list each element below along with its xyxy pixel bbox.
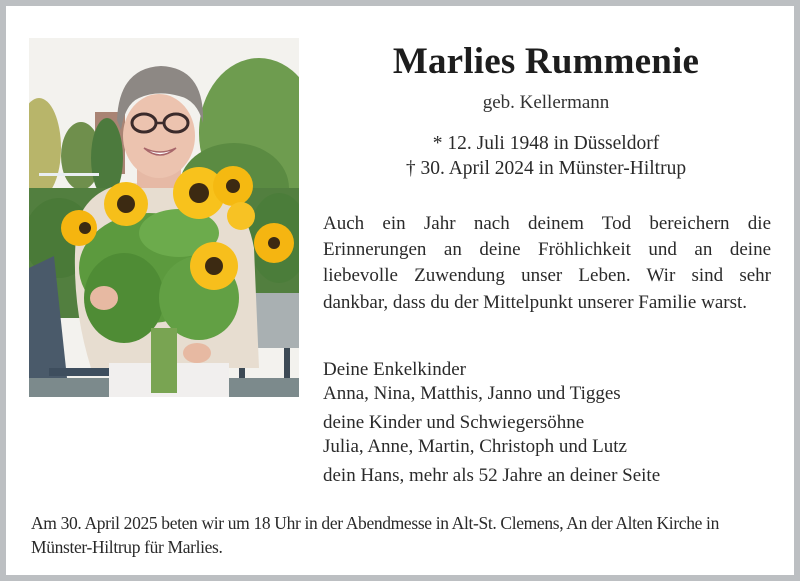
family-group-label: dein Hans, mehr als 52 Jahre an deiner Seite xyxy=(323,465,661,486)
family-group-spouse xyxy=(323,464,771,488)
family-group-grandchildren xyxy=(323,358,771,406)
memorial-message: Auch ein Jahr nach deinem Tod bereichern die Erinnerungen an deine Fröhlichkeit und an deine liebevolle Zuwendung unser Leben. Wir sind sehr dankbar, dass du der Mittelpunkt unserer Familie warst. xyxy=(323,213,771,313)
deceased-name: Marlies Rummenie xyxy=(392,41,700,82)
maiden-name: geb. Kellermann xyxy=(482,92,610,113)
memorial-notice-card xyxy=(6,6,794,575)
portrait-photo xyxy=(29,38,299,397)
birth-date: * 12. Juli 1948 in Düsseldorf xyxy=(432,133,660,154)
family-group-label: deine Kinder und Schwiegersöhne xyxy=(323,412,585,433)
family-signatures xyxy=(323,358,771,493)
service-note: Am 30. April 2025 beten wir um 18 Uhr in der Abendmesse in Alt-St. Clemens, An der Alten Kirche in Münster-Hiltrup für Marlies. xyxy=(31,513,719,557)
family-group-label: Deine Enkelkinder xyxy=(323,359,466,380)
family-group-children xyxy=(323,411,771,459)
family-group-names: Anna, Nina, Matthis, Janno und Tigges xyxy=(323,383,621,404)
death-date: † 30. April 2024 in Münster-Hiltrup xyxy=(405,158,687,179)
life-dates xyxy=(321,131,771,181)
family-group-names: Julia, Anne, Martin, Christoph und Lutz xyxy=(323,436,627,457)
